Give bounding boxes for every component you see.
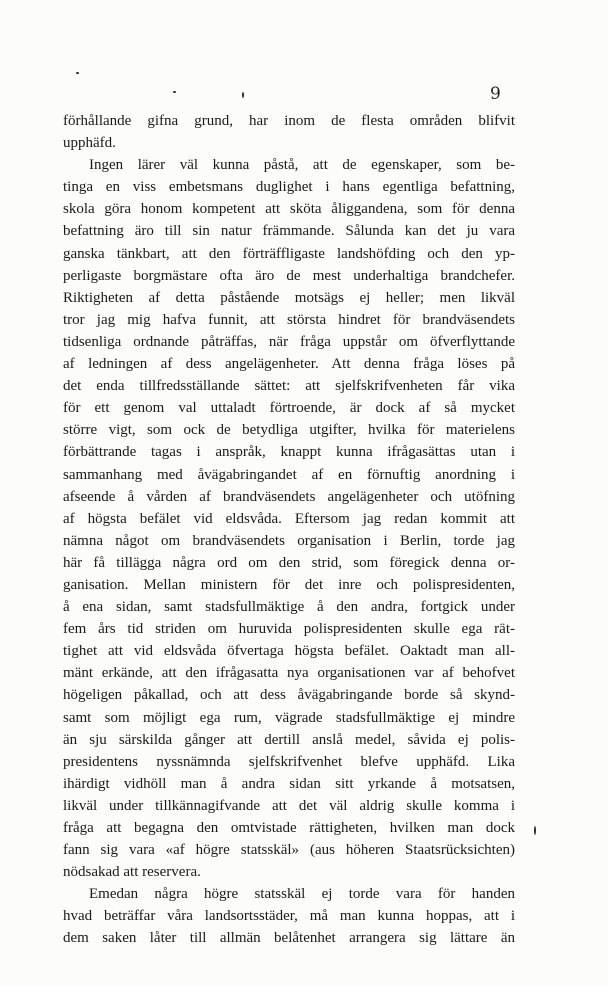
text-line: Riktigheten af detta påstående motsägs ej heller; men likväl xyxy=(63,289,515,306)
text-line: Ingen lärer väl kunna påstå, att de egenskaper, som be- xyxy=(89,157,515,174)
body-text xyxy=(63,110,515,950)
text-line: likväl under tillkännagifvande att det väl aldrig skulle komma i xyxy=(63,797,515,814)
text-line: tidsenliga ordnande påträffas, när fråga uppstår om öfverflyttande xyxy=(63,333,515,350)
text-line: mänt erkände, att den ifrågasatta nya organisationen var af behofvet xyxy=(63,665,515,682)
text-line: af ledningen af dess angelägenheter. Att denna fråga löses på xyxy=(63,356,515,373)
text-line: det enda tillfredsställande sättet: att sjelfskrifvenheten får vika xyxy=(63,378,515,395)
text-line: ganisation. Mellan ministern för det inre och polispresidenten, xyxy=(63,576,515,593)
text-line: här få tillägga några ord om den strid, som föregick denna or- xyxy=(63,554,515,571)
text-line: sammanhang med åvägabringandet af en förnuftig anordning i xyxy=(63,466,515,483)
text-line: större vigt, som ock de betydliga utgifter, hvilka för materielens xyxy=(63,422,515,439)
page-speck xyxy=(173,91,176,93)
text-line: nödsakad att reservera. xyxy=(63,864,201,881)
text-line: tinga en viss embetsmans duglighet i hans egentliga befattning, xyxy=(63,179,515,196)
text-line: ihärdigt vidhöll man å andra sidan sitt yrkande å motsatsen, xyxy=(63,775,515,792)
page-speck xyxy=(534,826,536,835)
text-line: perligaste borgmästare ofta äro de mest underhaltiga brandchefer. xyxy=(63,267,515,284)
text-line: å ena sidan, samt stadsfullmäktige å den andra, fortgick under xyxy=(63,599,515,616)
text-line: högeligen påkallad, och att dess åvägabringande borde så skynd- xyxy=(63,687,515,704)
text-line: tror jag mig hafva funnit, att största hindret för brandväsendets xyxy=(63,311,515,328)
page-number: 9 xyxy=(490,84,501,104)
text-line: än sju särskilda gånger att dertill anslå medel, såvida ej polis- xyxy=(63,731,515,748)
text-line: hvad beträffar våra landsortsstäder, må man kunna hoppas, att i xyxy=(63,908,515,925)
text-line: upphäfd. xyxy=(63,135,116,152)
text-line: fem års tid striden om huruvida polispresidenten skulle ega rät- xyxy=(63,621,515,638)
text-line: nämna något om brandväsendets organisation i Berlin, torde jag xyxy=(63,532,515,549)
text-line: befattning äro till sin natur främmande. Sålunda kan det ju vara xyxy=(63,223,515,240)
page-speck xyxy=(76,72,79,74)
text-line: fråga att begagna den omtvistade rättigheten, hvilken man dock xyxy=(63,820,515,836)
text-line: Emedan några högre statsskäl ej torde vara för handen xyxy=(89,886,515,903)
text-line: samt som möjligt ega rum, vägrade stadsfullmäktige ej mindre xyxy=(63,709,515,726)
text-line: af högsta befälet vid eldsvåda. Eftersom jag redan kommit att xyxy=(63,510,515,527)
text-line: fann sig vara «af högre statsskäl» (aus höheren Staatsrücksichten) xyxy=(63,842,515,859)
page-speck xyxy=(242,92,244,98)
text-line: skola göra honom kompetent att sköta åliggandena, som för denna xyxy=(63,201,515,218)
text-line: afseende å vården af brandväsendets angelägenheter och utöfning xyxy=(63,488,515,505)
text-line: tighet att vid eldsvåda öfvertaga högsta befälet. Oaktadt man all- xyxy=(63,643,515,660)
text-line: dem saken låter till allmän belåtenhet arrangera sig lättare än xyxy=(63,930,515,947)
text-line: förhållande gifna grund, har inom de flesta områden blifvit xyxy=(63,113,515,129)
text-line: förbättrande tagas i anspråk, knappt kunna ifrågasättas utan i xyxy=(63,444,515,461)
text-line: presidentens nyssnämnda sjelfskrifvenhet blefve upphäfd. Lika xyxy=(63,753,515,770)
text-line: ganska tänkbart, att den förträffligaste landshöfding och den yp- xyxy=(63,245,515,262)
text-line: för ett genom val uttaladt förtroende, är dock af så mycket xyxy=(63,400,515,417)
